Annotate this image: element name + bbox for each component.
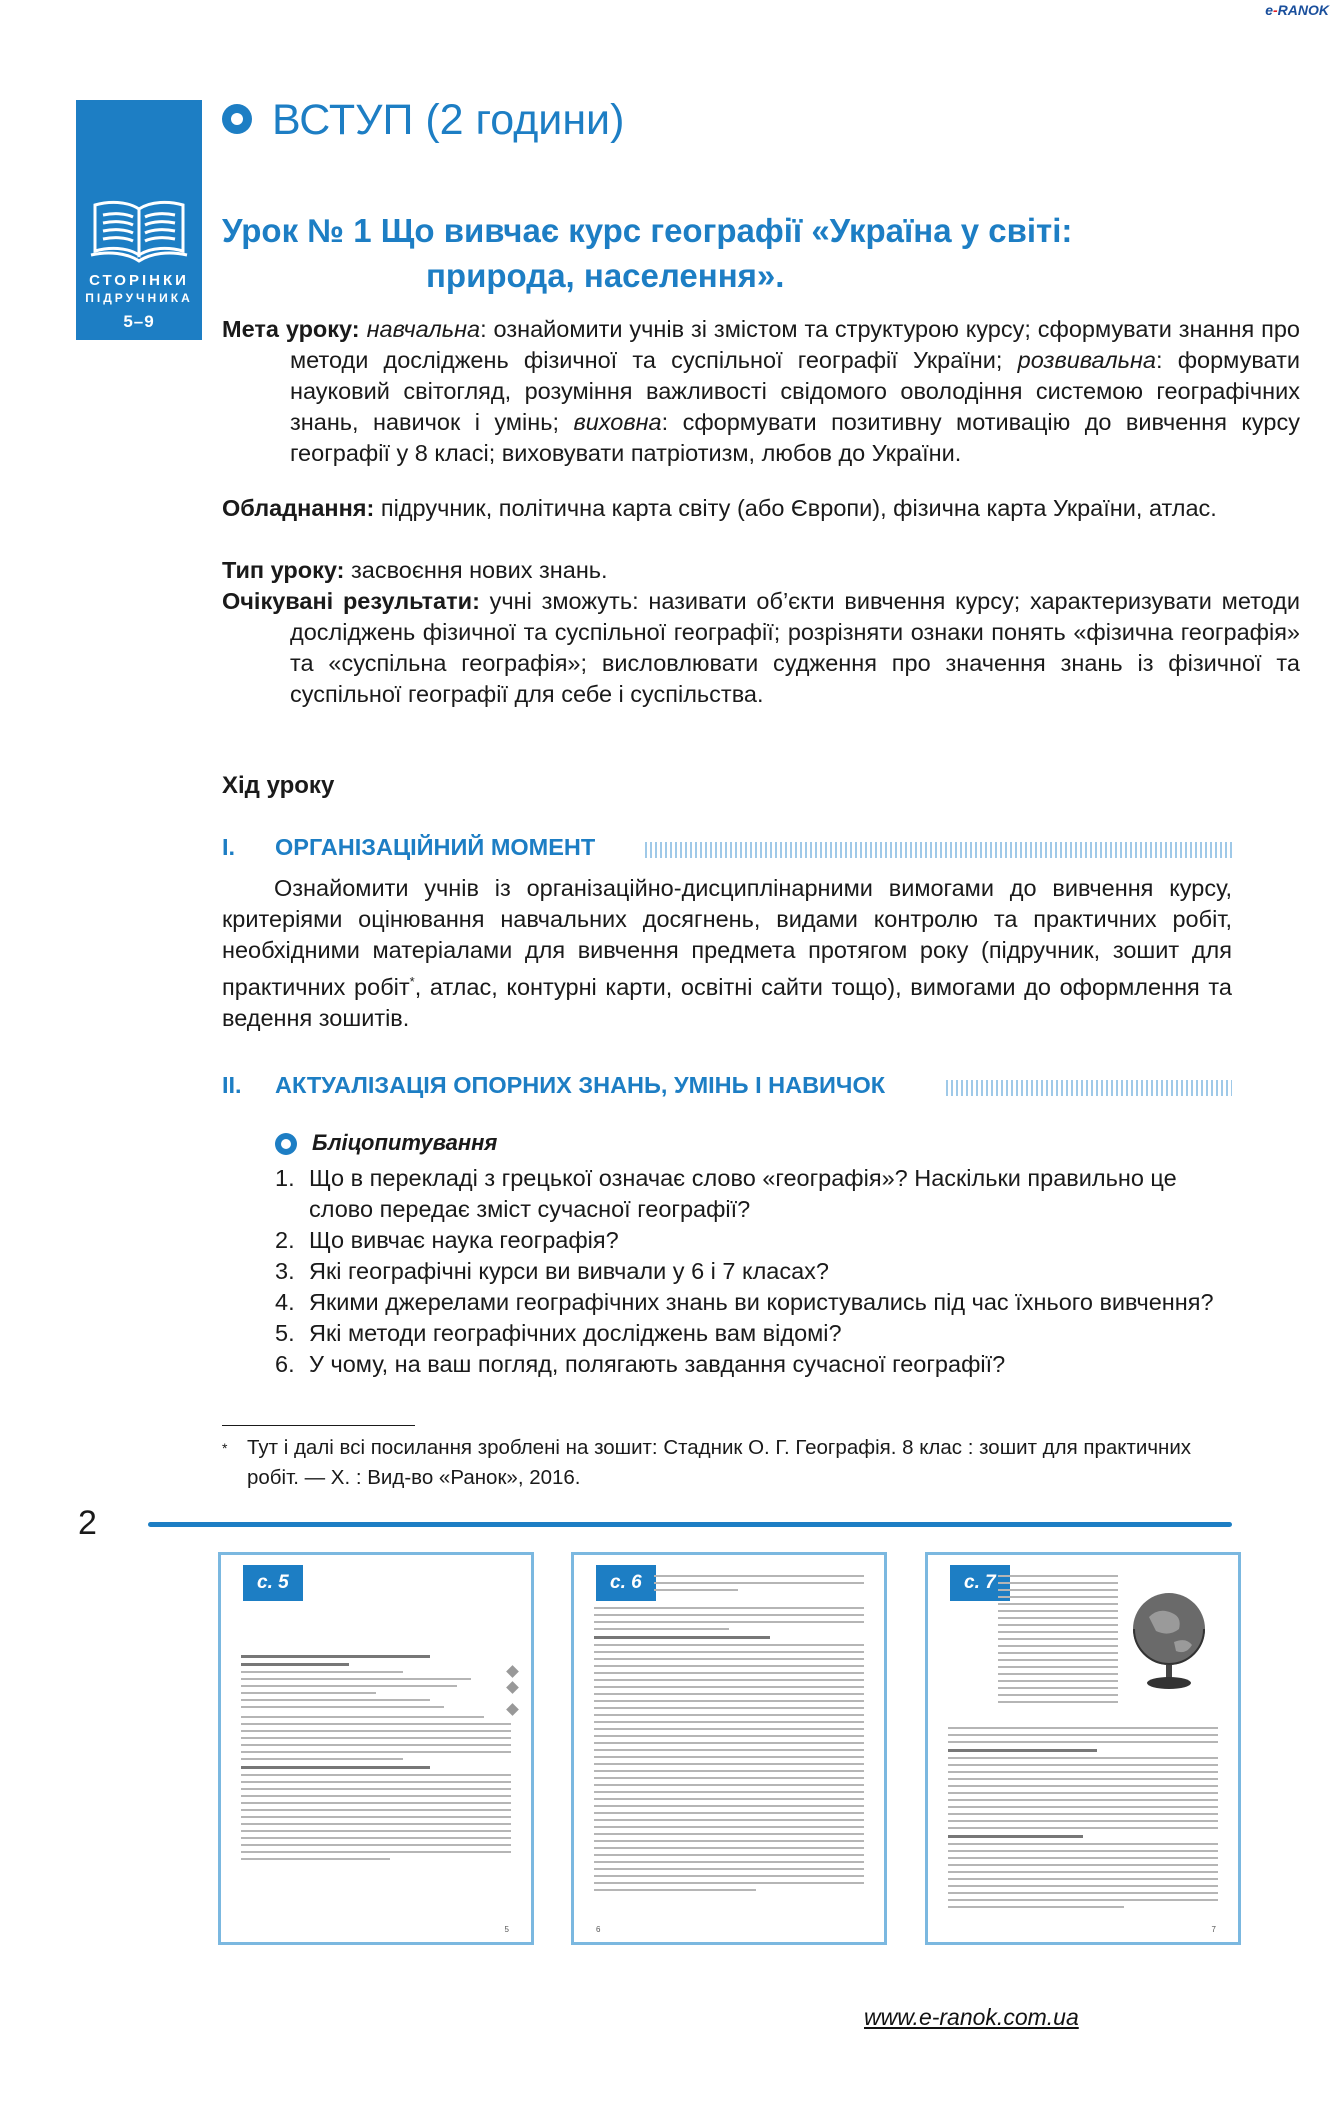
- thumbnail-page-number: 7: [1211, 1925, 1216, 1934]
- tab-label-pages: СТОРІНКИ: [89, 272, 189, 289]
- list-item: [275, 1225, 1235, 1256]
- equipment-text: підручник, політична карта світу (або Європи), фізична карта України, атлас.: [380, 495, 1217, 521]
- section-2-number: II.: [222, 1072, 242, 1098]
- section-1-dotted-rule: [645, 842, 1232, 858]
- list-item: [275, 1287, 1235, 1318]
- globe-image: [1124, 1587, 1214, 1699]
- goal-educational: навчальна: [366, 316, 481, 342]
- section-1-text-a: Ознайомити учнів із організаційно-дисциплінарними вимогами до вивчення курсу, критеріями оцінювання навчальних досягнень, видами контролю та практичних робіт, необхідними матеріалами для вивчення предмета протягом року (підручник, зошит для практичних робіт: [222, 875, 1232, 1000]
- lesson-type: [222, 555, 1232, 586]
- question-text: Що вивчає наука географія?: [309, 1227, 619, 1253]
- question-number: 4.: [275, 1289, 295, 1315]
- quiz-questions: [275, 1163, 1235, 1380]
- quiz-title: Бліцопитування: [312, 1130, 498, 1155]
- circle-bullet-icon: [275, 1133, 297, 1155]
- website-link[interactable]: www.e-ranok.com.ua: [864, 2004, 1079, 2030]
- thumbnail-text-lines: [948, 1727, 1218, 1913]
- list-item: [275, 1349, 1235, 1380]
- tab-label-textbook: ПІДРУЧНИКА: [85, 291, 193, 305]
- textbook-pages-tab: [76, 100, 202, 340]
- page-number: 2: [78, 1504, 97, 1542]
- question-text: Які географічні курси ви вивчали у 6 і 7 класах?: [309, 1258, 829, 1284]
- section-1-text-b: , атлас, контурні карти, освітні сайти тощо), вимогами до оформлення та ведення зошитів.: [222, 973, 1232, 1031]
- thumbnail-text-lines: [594, 1607, 864, 1896]
- question-text: Якими джерелами географічних знань ви користувались під час їхнього вивчення?: [309, 1289, 1214, 1315]
- expected-results: [222, 586, 1300, 710]
- thumbnail-page-tag: с. 6: [596, 1565, 656, 1601]
- question-number: 2.: [275, 1227, 295, 1253]
- textbook-page-thumbnail: [571, 1552, 887, 1945]
- section-2-dotted-rule: [946, 1080, 1232, 1096]
- goal-developmental: розвивальна: [1017, 347, 1156, 373]
- footnote-mark: *: [222, 1440, 228, 1456]
- question-number: 6.: [275, 1351, 295, 1377]
- lesson-goal: [222, 314, 1300, 469]
- textbook-page-thumbnail: [925, 1552, 1241, 1945]
- results-label: Очікувані результати:: [222, 588, 480, 614]
- goal-educational-text: : ознайомити учнів зі змістом та структурою курсу; сформувати знання про методи досліджень фізичної та суспільної географії України;: [290, 316, 1301, 373]
- lesson-title-line2: природа, населення».: [426, 257, 785, 294]
- tab-page-range: 5–9: [123, 312, 155, 331]
- page-rule: [148, 1522, 1232, 1527]
- section-1-text: [222, 873, 1232, 1034]
- section-2-title: АКТУАЛІЗАЦІЯ ОПОРНИХ ЗНАНЬ, УМІНЬ І НАВИЧОК: [275, 1072, 886, 1098]
- equipment: [222, 493, 1300, 524]
- lesson-type-text: засвоєння нових знань.: [350, 557, 608, 583]
- list-item: [275, 1256, 1235, 1287]
- publisher-logo: e-RANOK: [1265, 2, 1329, 18]
- section-1-number: I.: [222, 834, 236, 860]
- equipment-label: Обладнання:: [222, 495, 375, 521]
- page-title: ВСТУП (2 години): [272, 96, 625, 144]
- question-text: Що в перекладі з грецької означає слово «географія»? Наскільки правильно це слово передає зміст сучасної географії?: [309, 1165, 1177, 1222]
- textbook-page-thumbnail: [218, 1552, 534, 1945]
- open-book-icon: [89, 195, 189, 265]
- goal-label: Мета уроку:: [222, 316, 360, 342]
- goal-developmental-text: : формувати науковий світогляд, розуміння важливості свідомого оволодіння системою географічних знань, навичок і умінь;: [290, 347, 1300, 435]
- lesson-type-label: Тип уроку:: [222, 557, 345, 583]
- circle-bullet-icon: [222, 104, 252, 134]
- question-number: 5.: [275, 1320, 295, 1346]
- section-2-heading: [222, 1072, 885, 1099]
- thumbnail-page-number: 6: [596, 1925, 601, 1934]
- thumbnail-page-number: 5: [504, 1925, 509, 1934]
- question-text: Які методи географічних досліджень вам відомі?: [309, 1320, 842, 1346]
- footnote-text: Тут і далі всі посилання зроблені на зошит: Стадник О. Г. Географія. 8 клас : зошит для практичних робіт. — Х. : Вид-во «Ранок», 2016.: [247, 1436, 1192, 1489]
- list-item: [275, 1163, 1235, 1225]
- footnote-divider: [222, 1425, 415, 1426]
- lesson-title: [222, 208, 1072, 298]
- thumbnail-text-lines: [654, 1575, 864, 1596]
- results-text: учні зможуть: називати об’єкти вивчення курсу; характеризувати методи досліджень фізичної та суспільної географії; розрізняти ознаки понять «фізична географія» та «суспільна географія»; висловлювати судження про значення знань із фізичної та суспільної географії для себе і суспільства.: [290, 588, 1300, 707]
- footnote: [222, 1433, 1212, 1493]
- section-1-heading: [222, 834, 595, 861]
- goal-upbringing: виховна: [573, 409, 662, 435]
- lesson-progress-heading: Хід уроку: [222, 772, 335, 799]
- footnote-ref: *: [409, 974, 415, 989]
- list-item: [275, 1318, 1235, 1349]
- thumbnail-page-tag: с. 5: [243, 1565, 303, 1601]
- thumbnail-page-tag: с. 7: [950, 1565, 1010, 1601]
- question-number: 3.: [275, 1258, 295, 1284]
- goal-upbringing-text: : сформувати позитивну мотивацію до вивчення курсу географії у 8 класі; виховувати патріотизм, любов до України.: [290, 409, 1300, 466]
- question-text: У чому, на ваш погляд, полягають завдання сучасної географії?: [309, 1351, 1006, 1377]
- lesson-title-line1: Урок № 1 Що вивчає курс географії «Україна у світі:: [222, 212, 1073, 249]
- question-number: 1.: [275, 1165, 295, 1191]
- thumbnail-text-lines: [241, 1655, 511, 1865]
- section-1-title: ОРГАНІЗАЦІЙНИЙ МОМЕНТ: [275, 834, 596, 860]
- thumbnail-text-lines: [998, 1575, 1118, 1708]
